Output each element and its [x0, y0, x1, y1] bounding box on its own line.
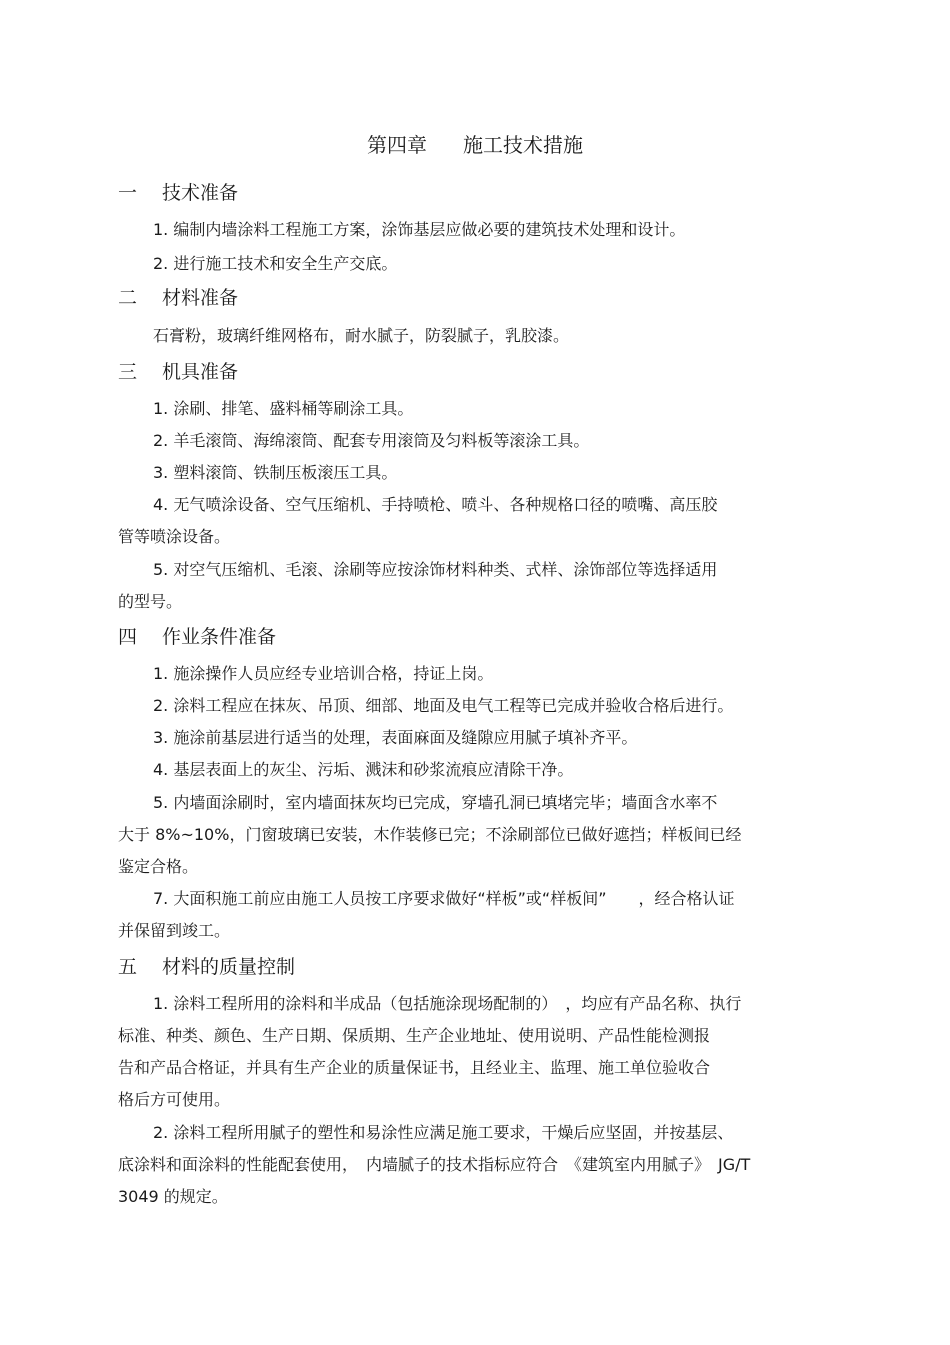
paragraph-line: 1. 涂料工程所用的涂料和半成品（包括施涂现场配制的） ，均应有产品名称、执行	[153, 994, 742, 1013]
section-title: 材料的质量控制	[162, 956, 296, 978]
paragraph-line: 底涂料和面涂料的性能配套使用， 内墙腻子的技术指标应符合 《建筑室内用腻子》 JG/T	[118, 1155, 751, 1174]
section-heading-5	[118, 954, 295, 980]
chapter-name: 施工技术措施	[463, 133, 583, 157]
section-heading-4	[118, 624, 276, 650]
section-title: 技术准备	[162, 182, 239, 204]
paragraph-line: 大于 8%~10%，门窗玻璃已安装，木作装修已完；不涂刷部位已做好遮挡；样板间已经	[118, 825, 742, 844]
paragraph-line: 石膏粉，玻璃纤维网格布，耐水腻子，防裂腻子，乳胶漆。	[153, 326, 570, 345]
paragraph-line: 告和产品合格证，并具有生产企业的质量保证书，且经业主、监理、施工单位验收合	[118, 1058, 711, 1077]
paragraph-line: 并保留到竣工。	[118, 921, 231, 940]
paragraph-line: 3. 施涂前基层进行适当的处理，表面麻面及缝隙应用腻子填补齐平。	[153, 728, 638, 747]
section-title: 作业条件准备	[162, 626, 277, 648]
paragraph-line: 4. 无气喷涂设备、空气压缩机、手持喷枪、喷斗、各种规格口径的喷嘴、高压胶	[153, 495, 718, 514]
section-number: 五	[118, 956, 138, 978]
section-title: 材料准备	[162, 287, 239, 309]
section-heading-2	[118, 285, 238, 311]
paragraph-line: 5. 内墙面涂刷时，室内墙面抹灰均已完成，穿墙孔洞已填堵完毕；墙面含水率不	[153, 793, 718, 812]
paragraph-line: 5. 对空气压缩机、毛滚、涂刷等应按涂饰材料种类、式样、涂饰部位等选择适用	[153, 560, 718, 579]
section-number: 三	[118, 361, 138, 383]
paragraph-line: 管等喷涂设备。	[118, 527, 231, 546]
paragraph-line: 标准、种类、颜色、生产日期、保质期、生产企业地址、使用说明、产品性能检测报	[118, 1026, 711, 1045]
paragraph-line: 2. 涂料工程应在抹灰、吊顶、细部、地面及电气工程等已完成并验收合格后进行。	[153, 696, 734, 715]
section-number: 四	[118, 626, 138, 648]
paragraph-line: 鉴定合格。	[118, 857, 199, 876]
section-heading-3	[118, 359, 238, 385]
paragraph-line: 2. 涂料工程所用腻子的塑性和易涂性应满足施工要求，干燥后应坚固，并按基层、	[153, 1123, 734, 1142]
section-title: 机具准备	[162, 361, 239, 383]
paragraph-line: 7. 大面积施工前应由施工人员按工序要求做好“样板”或“样板间” ，经合格认证	[153, 889, 735, 908]
paragraph-line: 1. 施涂操作人员应经专业培训合格，持证上岗。	[153, 664, 494, 683]
paragraph-line: 4. 基层表面上的灰尘、污垢、溅沫和砂浆流痕应清除干净。	[153, 760, 574, 779]
section-number: 二	[118, 287, 138, 309]
paragraph-line: 3. 塑料滚筒、铁制压板滚压工具。	[153, 463, 398, 482]
chapter-number: 第四章	[367, 133, 427, 157]
paragraph-line: 2. 进行施工技术和安全生产交底。	[153, 254, 398, 273]
paragraph-line: 1. 编制内墙涂料工程施工方案，涂饰基层应做必要的建筑技术处理和设计。	[153, 220, 686, 239]
chapter-title	[0, 132, 950, 158]
section-number: 一	[118, 182, 138, 204]
section-heading-1	[118, 180, 238, 206]
paragraph-line: 1. 涂刷、排笔、盛料桶等刷涂工具。	[153, 399, 414, 418]
paragraph-line: 3049 的规定。	[118, 1187, 228, 1206]
paragraph-line: 2. 羊毛滚筒、海绵滚筒、配套专用滚筒及匀料板等滚涂工具。	[153, 431, 590, 450]
paragraph-line: 的型号。	[118, 592, 183, 611]
paragraph-line: 格后方可使用。	[118, 1090, 231, 1109]
